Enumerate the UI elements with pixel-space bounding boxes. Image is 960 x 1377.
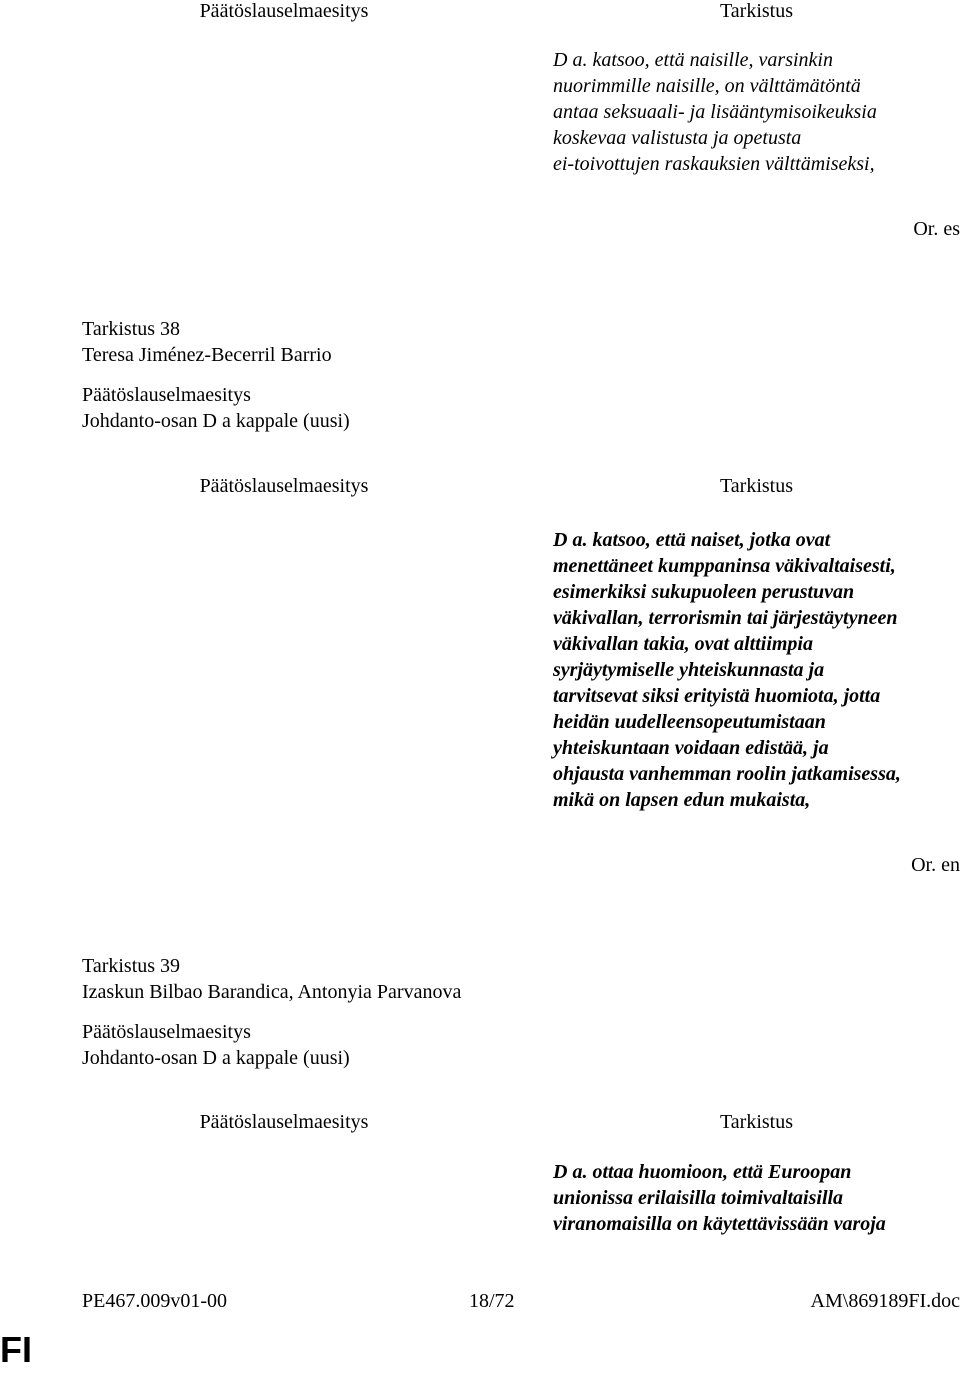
text-line: D a. katsoo, että naiset, jotka ovat	[553, 529, 831, 551]
original-language: Or. es	[913, 218, 960, 240]
text-line: ohjausta vanhemman roolin jatkamisessa,	[553, 763, 901, 785]
text-line: ei-toivottujen raskauksien välttämiseksi,	[553, 153, 875, 175]
text-line: unionissa erilaisilla toimivaltaisilla	[553, 1187, 844, 1209]
amendment-number: Tarkistus 39	[82, 955, 181, 977]
amendment-header	[82, 316, 350, 434]
column-heading-motion: Päätöslauselmaesitys	[199, 0, 369, 22]
page-number: 18/72	[469, 1290, 515, 1312]
amendment-authors: Izaskun Bilbao Barandica, Antonyia Parvanova	[82, 981, 462, 1003]
original-language: Or. en	[911, 854, 960, 876]
text-line: väkivallan, terrorismin tai järjestäytyneen	[553, 607, 898, 629]
column-heading-amendment: Tarkistus	[719, 1111, 794, 1133]
amendment-text	[553, 527, 960, 813]
text-line: menettäneet kumppaninsa väkivaltaisesti,	[553, 555, 896, 577]
text-line: mikä on lapsen edun mukaista,	[553, 789, 811, 811]
column-heading-amendment: Tarkistus	[719, 0, 794, 22]
document-reference: PE467.009v01-00	[82, 1290, 227, 1312]
text-line: viranomaisilla on käytettävissään varoja	[553, 1213, 886, 1235]
language-mark: FI	[0, 1329, 32, 1370]
column-heading-motion: Päätöslauselmaesitys	[199, 1111, 369, 1133]
text-line: yhteiskuntaan voidaan edistää, ja	[553, 737, 829, 759]
amendment-location: Johdanto-osan D a kappale (uusi)	[82, 1047, 350, 1069]
amendment-authors: Teresa Jiménez-Becerril Barrio	[82, 344, 332, 366]
text-line: antaa seksuaali- ja lisääntymisoikeuksia	[553, 101, 877, 123]
text-line: väkivallan takia, ovat alttiimpia	[553, 633, 813, 655]
column-heading-amendment: Tarkistus	[719, 475, 794, 497]
amendment-text	[553, 47, 960, 177]
text-line: nuorimmille naisille, on välttämätöntä	[553, 75, 861, 97]
document-file: AM\869189FI.doc	[810, 1290, 960, 1312]
text-line: esimerkiksi sukupuoleen perustuvan	[553, 581, 855, 603]
text-line: syrjäytymiselle yhteiskunnasta ja	[553, 659, 825, 681]
amendment-text	[553, 1159, 960, 1237]
amendment-header	[82, 953, 461, 1071]
text-line: D a. ottaa huomioon, että Euroopan	[553, 1161, 852, 1183]
amendment-number: Tarkistus 38	[82, 318, 181, 340]
column-heading-motion: Päätöslauselmaesitys	[199, 475, 369, 497]
text-line: tarvitsevat siksi erityistä huomiota, jotta	[553, 685, 881, 707]
amendment-document: Päätöslauselmaesitys	[82, 1021, 251, 1043]
amendment-location: Johdanto-osan D a kappale (uusi)	[82, 410, 350, 432]
text-line: heidän uudelleensopeutumistaan	[553, 711, 826, 733]
text-line: koskevaa valistusta ja opetusta	[553, 127, 802, 149]
amendment-document: Päätöslauselmaesitys	[82, 384, 251, 406]
text-line: D a. katsoo, että naisille, varsinkin	[553, 49, 833, 71]
